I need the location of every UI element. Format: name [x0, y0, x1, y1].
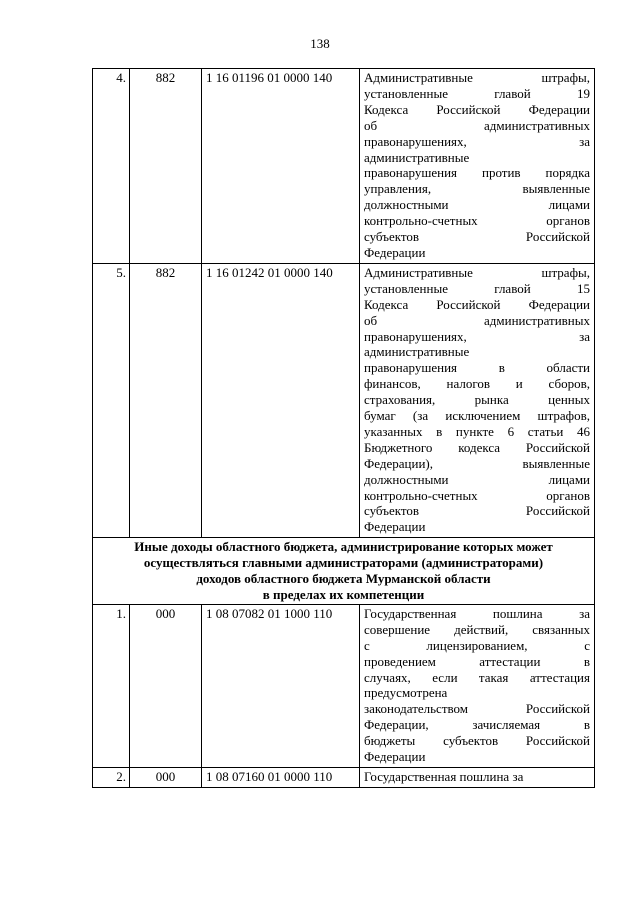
description-line: об административных — [364, 117, 590, 133]
description-line: установленные главой 19 — [364, 85, 590, 101]
table-row — [93, 604, 595, 767]
description-line: указанных в пункте 6 статьи 46 — [364, 423, 590, 439]
description-line: Государственная пошлина за — [364, 768, 524, 784]
section-header — [93, 538, 595, 605]
row-number-cell: 2. — [93, 767, 130, 787]
description-line: проведением аттестации в — [364, 653, 590, 669]
description-line: с лицензированием, с — [364, 637, 590, 653]
description-line: Федерации — [364, 749, 426, 765]
description-line: Федерации, зачисляемая в — [364, 717, 590, 733]
description-line: Бюджетного кодекса Российской — [364, 439, 590, 455]
revenue-code-cell: 1 16 01242 01 0000 140 — [202, 263, 360, 537]
description-line: правонарушения в области — [364, 360, 590, 376]
description-line: Кодекса Российской Федерации — [364, 296, 590, 312]
description-line: административные — [364, 149, 470, 165]
administrator-code-cell: 882 — [130, 263, 202, 537]
administrator-code-cell: 000 — [130, 604, 202, 767]
row-number-cell: 1. — [93, 604, 130, 767]
section-header-line: осуществляться главными администраторами (администраторами) — [143, 555, 544, 571]
description-line: Государственная пошлина за — [364, 605, 590, 621]
description-line: контрольно-счетных органов — [364, 213, 590, 229]
description-line: должностными лицами — [364, 197, 590, 213]
section-header-line: в пределах их компетенции — [262, 587, 425, 602]
section-header-row — [93, 538, 595, 605]
description-line: правонарушениях, за — [364, 328, 590, 344]
description-line: субъектов Российской — [364, 229, 590, 245]
revenue-codes-table — [92, 68, 595, 788]
description-line: Административные штрафы, — [364, 70, 590, 85]
revenue-code-cell: 1 16 01196 01 0000 140 — [202, 69, 360, 264]
section-header-line: Иные доходы областного бюджета, администрирование которых может — [134, 539, 553, 555]
description-line: субъектов Российской — [364, 503, 590, 519]
administrator-code-cell: 000 — [130, 767, 202, 787]
table-body — [93, 69, 595, 788]
description-cell — [360, 767, 595, 787]
description-cell — [360, 263, 595, 537]
table-row — [93, 767, 595, 787]
table-row — [93, 69, 595, 264]
description-line: административные — [364, 344, 470, 360]
description-line: Кодекса Российской Федерации — [364, 101, 590, 117]
description-line: законодательством Российской — [364, 701, 590, 717]
description-line: должностными лицами — [364, 471, 590, 487]
description-line: финансов, налогов и сборов, — [364, 376, 590, 392]
description-line: бумаг (за исключением штрафов, — [364, 408, 590, 424]
table-row — [93, 263, 595, 537]
page-number: 138 — [310, 36, 330, 51]
description-line: управления, выявленные — [364, 181, 590, 197]
description-cell — [360, 69, 595, 264]
description-line: Федерации — [364, 519, 426, 535]
description-line: правонарушениях, за — [364, 133, 590, 149]
revenue-code-cell: 1 08 07160 01 0000 110 — [202, 767, 360, 787]
description-line: контрольно-счетных органов — [364, 487, 590, 503]
description-line: страхования, рынка ценных — [364, 392, 590, 408]
description-line: об административных — [364, 312, 590, 328]
description-line: случаях, если такая аттестация — [364, 669, 590, 685]
administrator-code-cell: 882 — [130, 69, 202, 264]
description-line: Федерации — [364, 244, 426, 260]
description-line: Федерации), выявленные — [364, 455, 590, 471]
description-line: предусмотрена — [364, 685, 448, 701]
description-cell — [360, 604, 595, 767]
section-header-line: доходов областного бюджета Мурманской области — [196, 571, 491, 587]
description-line: Административные штрафы, — [364, 264, 590, 280]
description-line: бюджеты субъектов Российской — [364, 733, 590, 749]
row-number-cell: 4. — [93, 69, 130, 264]
revenue-code-cell: 1 08 07082 01 1000 110 — [202, 604, 360, 767]
row-number-cell: 5. — [93, 263, 130, 537]
description-line: правонарушения против порядка — [364, 165, 590, 181]
description-line: совершение действий, связанных — [364, 621, 590, 637]
description-line: установленные главой 15 — [364, 280, 590, 296]
